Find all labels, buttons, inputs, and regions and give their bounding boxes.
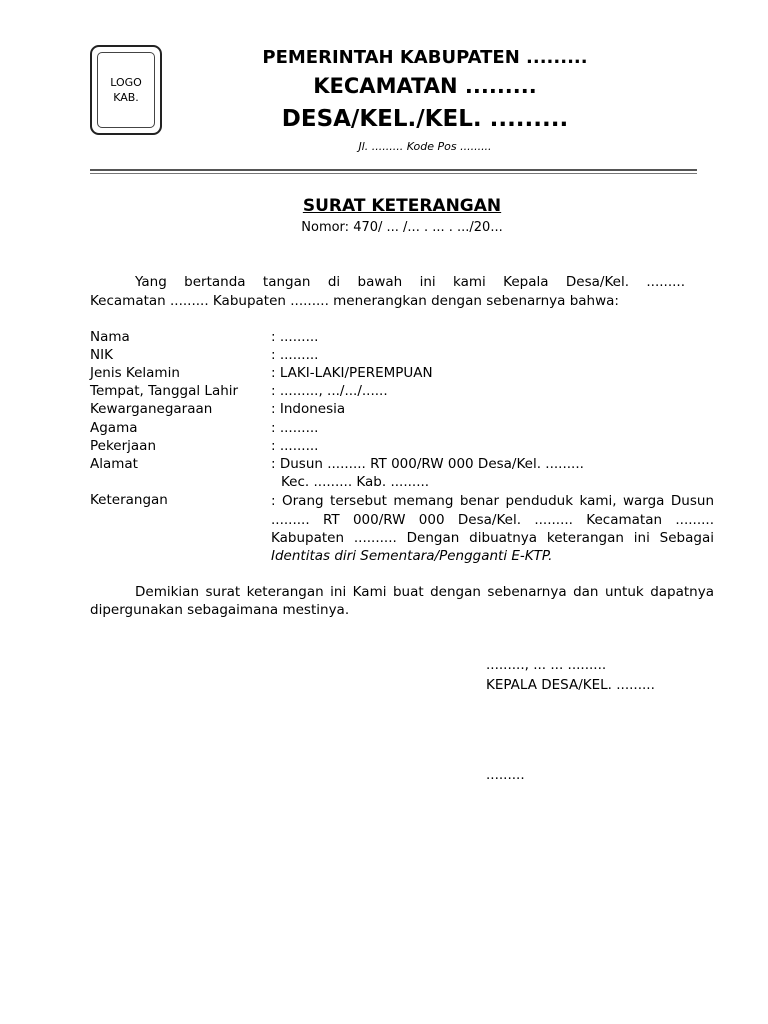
- field-label-nik: NIK: [90, 347, 113, 363]
- logo-text-line2: KAB.: [113, 91, 139, 104]
- keterangan-line4: Identitas diri Sementara/Pengganti E-KTP.: [271, 548, 553, 564]
- field-label-alamat: Alamat: [90, 456, 138, 472]
- field-value-pekerjaan: : .........: [271, 438, 319, 454]
- signature-position: KEPALA DESA/KEL. .........: [486, 677, 655, 693]
- closing-line2: dipergunakan sebagaimana mestinya.: [90, 602, 350, 618]
- field-label-jenis-kelamin: Jenis Kelamin: [90, 365, 180, 381]
- field-value-alamat-line2: Kec. ......... Kab. .........: [281, 474, 430, 490]
- field-label-kewarganegaraan: Kewarganegaraan: [90, 401, 213, 417]
- header-district: KECAMATAN .........: [313, 74, 537, 98]
- logo-text-line1: LOGO: [110, 76, 142, 89]
- field-value-agama: : .........: [271, 420, 319, 436]
- field-label-ttl: Tempat, Tanggal Lahir: [90, 383, 239, 399]
- intro-line2: Kecamatan ......... Kabupaten ......... menerangkan dengan sebenarnya bahwa:: [90, 293, 619, 309]
- header-village: DESA/KEL./KEL. .........: [281, 106, 569, 132]
- header-government: PEMERINTAH KABUPATEN .........: [262, 47, 588, 68]
- field-value-nama: : .........: [271, 329, 319, 345]
- field-label-keterangan: Keterangan: [90, 492, 168, 508]
- signature-place-date: ........., ... ... .........: [486, 657, 607, 673]
- field-value-ttl: : ........., .../.../......: [271, 383, 388, 399]
- document-title: SURAT KETERANGAN: [302, 196, 502, 216]
- header-divider-thick: [90, 169, 697, 171]
- document-title-wrap: [90, 196, 714, 216]
- field-label-agama: Agama: [90, 420, 138, 436]
- logo-placeholder: [90, 45, 162, 135]
- header-divider-thin: [90, 173, 697, 174]
- field-value-kewarganegaraan: : Indonesia: [271, 401, 346, 417]
- field-label-pekerjaan: Pekerjaan: [90, 438, 157, 454]
- field-label-nama: Nama: [90, 329, 130, 345]
- closing-line1: Demikian surat keterangan ini Kami buat dengan sebenarnya dan untuk dapatnya: [135, 584, 714, 600]
- signature-name: .........: [486, 767, 525, 783]
- intro-line1: Yang bertanda tangan di bawah ini kami Kepala Desa/Kel. .........: [135, 274, 685, 290]
- logo-inner-frame: [97, 52, 155, 128]
- field-value-jenis-kelamin: : LAKI-LAKI/PEREMPUAN: [271, 365, 433, 381]
- field-value-alamat: : Dusun ......... RT 000/RW 000 Desa/Kel. .........: [271, 456, 584, 472]
- header-address: Jl. ......... Kode Pos .........: [358, 140, 492, 153]
- field-value-nik: : .........: [271, 347, 319, 363]
- keterangan-line3: Kabupaten .......... Dengan dibuatnya keterangan ini Sebagai: [271, 530, 714, 546]
- keterangan-line2: ......... RT 000/RW 000 Desa/Kel. ......... Kecamatan .........: [271, 512, 714, 528]
- document-number: Nomor: 470/ ... /... . ... . .../20...: [301, 220, 503, 235]
- keterangan-line1: : Orang tersebut memang benar penduduk kami, warga Dusun: [271, 493, 714, 509]
